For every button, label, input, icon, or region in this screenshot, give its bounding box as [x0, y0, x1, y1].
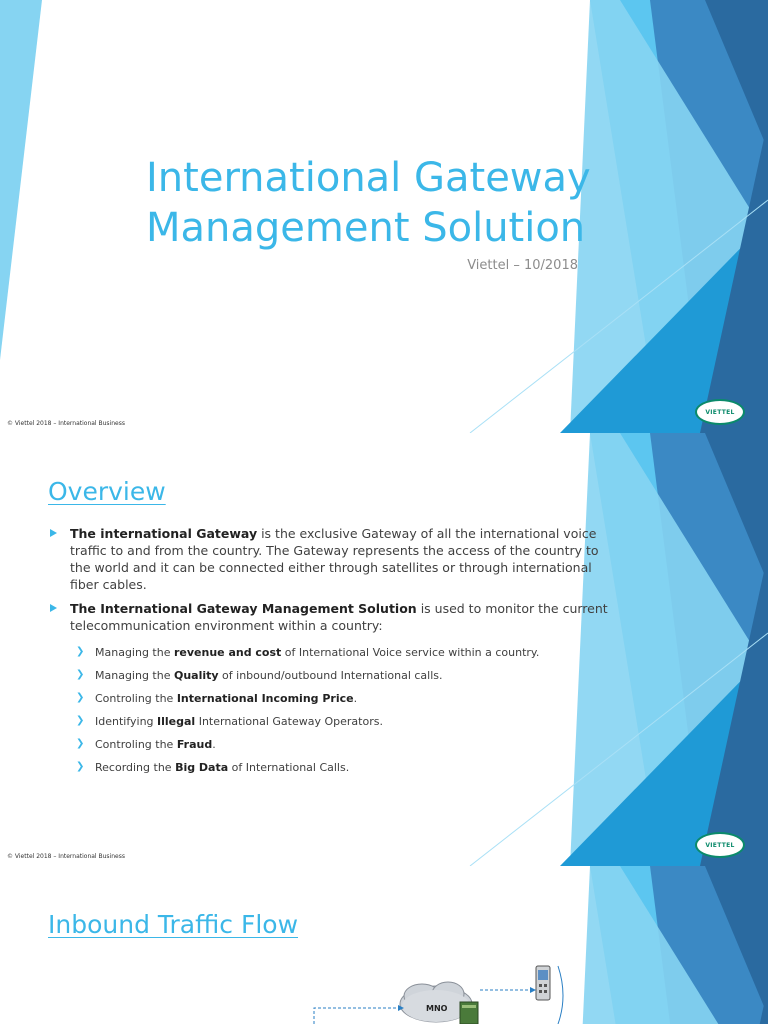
title-line-1: International Gateway — [146, 155, 591, 201]
sub-bold: revenue and cost — [173, 646, 282, 659]
sub-text: . — [212, 738, 216, 751]
chevron-right-icon: ❯ — [76, 738, 85, 749]
sub-text: International Gateway Operators. — [195, 715, 383, 728]
triangle-bullet-icon — [50, 604, 57, 612]
flow-arrow — [314, 1008, 398, 1024]
sub-bullet-item — [50, 760, 610, 775]
bullet-text: is the exclusive Gateway of all the international voice traffic to and from the country. The Gateway represents the access of the country to the world and it can be connected either through satellites or through international fiber cables. — [70, 526, 599, 592]
logo-text: VIETTEL — [705, 408, 735, 416]
triangle-bullet-icon — [50, 529, 57, 537]
inbound-traffic-slide — [0, 866, 768, 1024]
sub-text: Managing the — [95, 669, 174, 682]
sub-text: . — [353, 692, 358, 705]
traffic-flow-diagram — [300, 946, 600, 1024]
sub-bold: International Incoming Price — [176, 692, 354, 705]
sub-bullet-item — [50, 714, 610, 729]
overview-content — [50, 525, 610, 783]
chevron-right-icon: ❯ — [76, 646, 85, 657]
sub-bullet-item — [50, 645, 610, 660]
sub-bold: Illegal — [157, 715, 196, 728]
slide-subtitle: Viettel – 10/2018 — [467, 258, 578, 273]
sub-bullet-item — [50, 668, 610, 683]
viettel-logo — [695, 832, 745, 858]
title-slide — [0, 0, 768, 433]
chevron-right-icon: ❯ — [76, 761, 85, 772]
bullet-bold-text: The international Gateway — [70, 526, 258, 541]
bullet-text: is used to monitor the current telecommunication environment within a country: — [70, 601, 608, 633]
sub-bold: Big Data — [175, 761, 229, 774]
sub-text: Controling the — [95, 692, 177, 705]
overview-slide — [0, 433, 768, 866]
sub-text: Controling the — [95, 738, 177, 751]
slide-footer: © Viettel 2018 – International Business — [7, 853, 125, 860]
sub-text: Recording the — [95, 761, 176, 774]
slide-title — [146, 153, 616, 253]
server-icon — [460, 1002, 478, 1024]
sub-text: of International Voice service within a country. — [281, 646, 540, 659]
sub-bullet-item — [50, 737, 610, 752]
sub-text: of International Calls. — [228, 761, 350, 774]
chevron-right-icon: ❯ — [76, 692, 85, 703]
title-line-2: Management Solution — [146, 205, 586, 251]
chevron-right-icon: ❯ — [76, 715, 85, 726]
sub-text: of inbound/outbound International calls. — [218, 669, 443, 682]
sub-text: Identifying — [95, 715, 158, 728]
slide-footer: © Viettel 2018 – International Business — [7, 420, 125, 427]
slide-heading: Inbound Traffic Flow — [48, 910, 299, 939]
viettel-logo — [695, 399, 745, 425]
sub-bold: Quality — [173, 669, 219, 682]
sub-bullet-item — [50, 691, 610, 706]
bullet-item — [50, 525, 610, 593]
logo-text: VIETTEL — [705, 841, 735, 849]
chevron-right-icon: ❯ — [76, 669, 85, 680]
sub-bold: Fraud — [176, 738, 213, 751]
sub-text: Managing the — [95, 646, 174, 659]
cloud-label: MNO — [426, 1004, 448, 1013]
mobile-phone-icon — [536, 966, 550, 1000]
bullet-item — [50, 600, 610, 634]
slide-heading: Overview — [48, 477, 166, 506]
bullet-bold-text: The International Gateway Management Solution — [70, 601, 417, 616]
